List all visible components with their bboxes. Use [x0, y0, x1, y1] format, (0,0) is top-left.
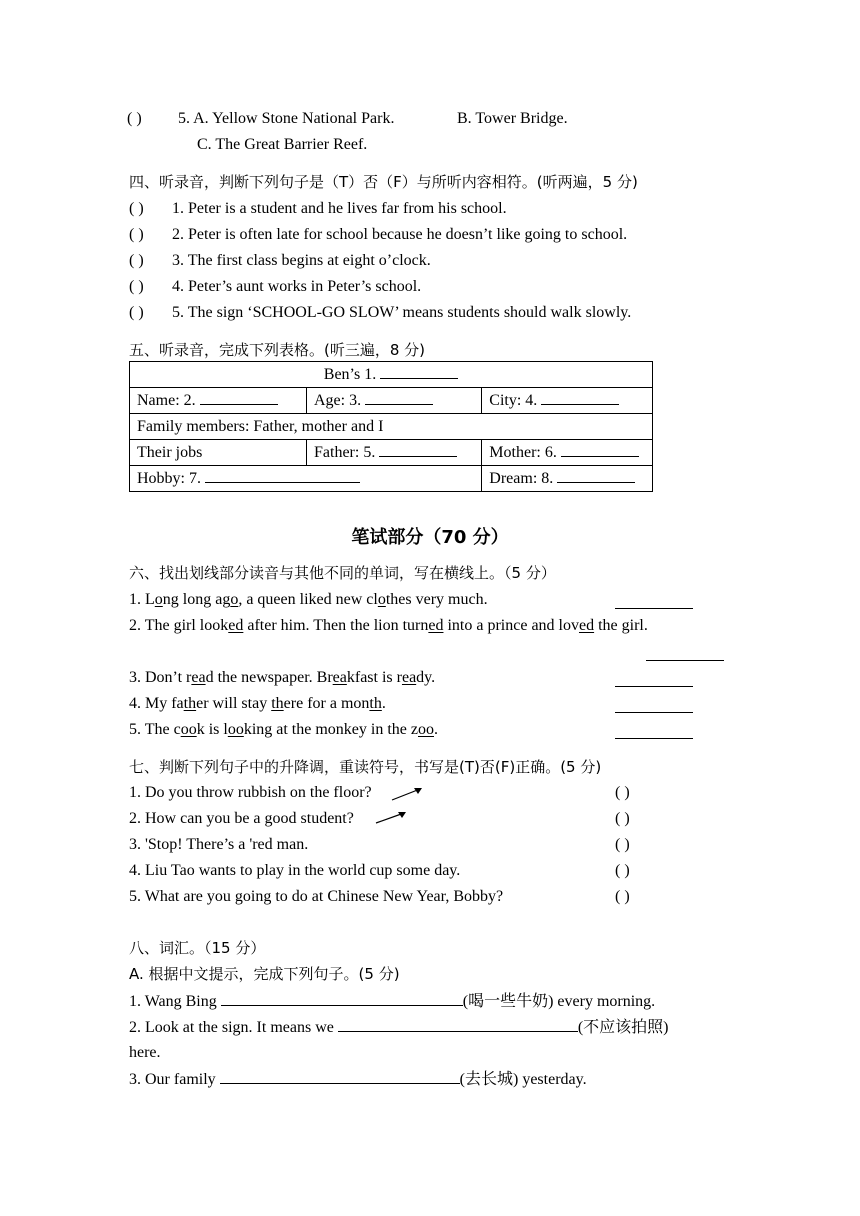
- q4-item-5: 5. The sign ‘SCHOOL-GO SLOW’ means students should walk slowly.: [172, 304, 632, 321]
- table-cell: [130, 388, 307, 414]
- q4-item-3: 3. The first class begins at eight o’clock.: [172, 252, 431, 269]
- underlined-part: oo: [418, 721, 434, 738]
- answer-paren: ( ): [129, 278, 144, 295]
- answer-blank[interactable]: [615, 608, 693, 609]
- text-part: 3. Don’t r: [129, 669, 192, 686]
- blank-line[interactable]: [365, 390, 433, 405]
- text-part: 3. Our family: [129, 1071, 216, 1088]
- text-part: d the newspaper. Br: [205, 669, 333, 686]
- text-part: k is l: [196, 721, 228, 738]
- q7-item-5: 5. What are you going to do at Chinese New Year, Bobby?: [129, 888, 504, 905]
- answer-blank[interactable]: [646, 660, 724, 661]
- q6-sentence-1: [129, 590, 488, 610]
- underlined-part: th: [183, 695, 197, 712]
- q8-sentence-1: [129, 991, 655, 1012]
- q3-item5-option-b: B. Tower Bridge.: [457, 110, 568, 127]
- answer-paren: ( ): [615, 836, 630, 853]
- q3-item5-option-c: C. The Great Barrier Reef.: [197, 136, 368, 153]
- table-label: Father: 5.: [314, 444, 376, 461]
- table-label: City: 4.: [489, 392, 538, 409]
- answer-paren: ( ): [129, 226, 144, 243]
- underlined-part: ea: [332, 669, 347, 686]
- table-cell: [482, 388, 653, 414]
- answer-paren: ( ): [127, 110, 142, 127]
- blank-line[interactable]: [338, 1017, 578, 1032]
- text-part: 4. My fa: [129, 695, 184, 712]
- answer-blank[interactable]: [615, 712, 693, 713]
- table-cell: [482, 466, 653, 492]
- q6-sentence-4: [129, 694, 386, 714]
- q8-sentence-3: [129, 1069, 587, 1090]
- blank-line[interactable]: [221, 991, 463, 1006]
- table-cell: [130, 362, 653, 388]
- text-part: (去长城) yesterday.: [459, 1071, 587, 1088]
- q7-item-1: 1. Do you throw rubbish on the floor?: [129, 784, 372, 801]
- text-part: .: [381, 695, 386, 712]
- text-part: 1. Wang Bing: [129, 993, 217, 1010]
- q3-item5-option-a: 5. A. Yellow Stone National Park.: [178, 110, 395, 127]
- underlined-part: ea: [191, 669, 206, 686]
- rising-arrow-icon: [375, 808, 409, 826]
- underlined-part: th: [369, 695, 382, 712]
- q4-item-2: 2. Peter is often late for school because he doesn’t like going to school.: [172, 226, 628, 243]
- answer-paren: ( ): [615, 810, 630, 827]
- text-part: (不应该拍照): [577, 1019, 669, 1036]
- underlined-part: ed: [228, 617, 244, 634]
- table-label: Mother: 6.: [489, 444, 557, 461]
- text-part: thes very much.: [385, 591, 488, 608]
- text-part: 1. L: [129, 591, 155, 608]
- table-cell: Family members: Father, mother and I: [130, 414, 653, 440]
- q6-sentence-5: [129, 720, 438, 740]
- blank-line[interactable]: [541, 390, 619, 405]
- answer-paren: ( ): [129, 200, 144, 217]
- answer-paren: ( ): [615, 888, 630, 905]
- table-label: Hobby: 7.: [137, 470, 201, 487]
- q8-sub-a: A. 根据中文提示，完成下列句子。(5 分): [129, 965, 400, 983]
- blank-line[interactable]: [380, 364, 458, 379]
- text-part: ere for a mon: [283, 695, 370, 712]
- blank-line[interactable]: [557, 468, 635, 483]
- text-part: king at the monkey in the z: [243, 721, 418, 738]
- text-part: into a prince and lov: [443, 617, 579, 634]
- info-table: [129, 361, 653, 492]
- text-part: er will stay: [196, 695, 272, 712]
- text-part: 5. The c: [129, 721, 181, 738]
- q6-sentence-3: [129, 668, 435, 688]
- table-label: Name: 2.: [137, 392, 196, 409]
- table-label: Ben’s 1.: [323, 366, 377, 383]
- text-part: 2. Look at the sign. It means we: [129, 1019, 334, 1036]
- answer-paren: ( ): [129, 304, 144, 321]
- text-part: ng long ag: [162, 591, 231, 608]
- text-part: after him. Then the lion turn: [243, 617, 429, 634]
- table-cell: [130, 466, 482, 492]
- text-part: (喝一些牛奶) every morning.: [462, 993, 656, 1010]
- q8-sentence-2-continued: here.: [129, 1044, 161, 1061]
- q6-heading: 六、找出划线部分读音与其他不同的单词，写在横线上。（5 分）: [129, 564, 556, 582]
- table-cell: [307, 388, 482, 414]
- blank-line[interactable]: [220, 1069, 460, 1084]
- text-part: .: [434, 721, 438, 738]
- q8-heading: 八、词汇。（15 分）: [129, 939, 266, 957]
- underlined-part: ed: [428, 617, 444, 634]
- q7-heading: 七、判断下列句子中的升降调，重读符号，书写是(T)否(F)正确。(5 分): [129, 758, 602, 776]
- q7-item-3: 3. 'Stop! There’s a 'red man.: [129, 836, 309, 853]
- blank-line[interactable]: [561, 442, 639, 457]
- underlined-part: oo: [227, 721, 244, 738]
- answer-blank[interactable]: [615, 686, 693, 687]
- table-cell: Their jobs: [130, 440, 307, 466]
- answer-blank[interactable]: [615, 738, 693, 739]
- answer-paren: ( ): [615, 784, 630, 801]
- table-cell: [307, 440, 482, 466]
- table-label: Age: 3.: [314, 392, 362, 409]
- blank-line[interactable]: [200, 390, 278, 405]
- q6-sentence-2: [129, 616, 648, 636]
- text-part: the girl.: [594, 617, 648, 634]
- q4-item-4: 4. Peter’s aunt works in Peter’s school.: [172, 278, 422, 295]
- underlined-part: ea: [401, 669, 417, 686]
- written-section-title: 笔试部分（70 分）: [351, 527, 509, 548]
- rising-arrow-icon: [391, 784, 425, 802]
- blank-line[interactable]: [205, 468, 360, 483]
- text-part: dy.: [416, 669, 436, 686]
- underlined-part: oo: [180, 721, 197, 738]
- underlined-part: o: [377, 591, 386, 608]
- q7-item-4: 4. Liu Tao wants to play in the world cup some day.: [129, 862, 461, 879]
- text-part: kfast is r: [346, 669, 402, 686]
- underlined-part: o: [154, 591, 163, 608]
- text-part: , a queen liked new cl: [238, 591, 378, 608]
- q5-heading: 五、听录音，完成下列表格。(听三遍，8 分): [129, 341, 426, 359]
- answer-paren: ( ): [129, 252, 144, 269]
- blank-line[interactable]: [379, 442, 457, 457]
- underlined-part: o: [230, 591, 239, 608]
- answer-paren: ( ): [615, 862, 630, 879]
- q4-heading: 四、听录音，判断下列句子是（T）否（F）与所听内容相符。(听两遍，5 分): [129, 173, 638, 191]
- table-label: Dream: 8.: [489, 470, 554, 487]
- underlined-part: ed: [578, 617, 595, 634]
- table-cell: [482, 440, 653, 466]
- underlined-part: th: [271, 695, 284, 712]
- q4-item-1: 1. Peter is a student and he lives far from his school.: [172, 200, 507, 217]
- q8-sentence-2: [129, 1017, 669, 1038]
- q7-item-2: 2. How can you be a good student?: [129, 810, 354, 827]
- text-part: 2. The girl look: [129, 617, 229, 634]
